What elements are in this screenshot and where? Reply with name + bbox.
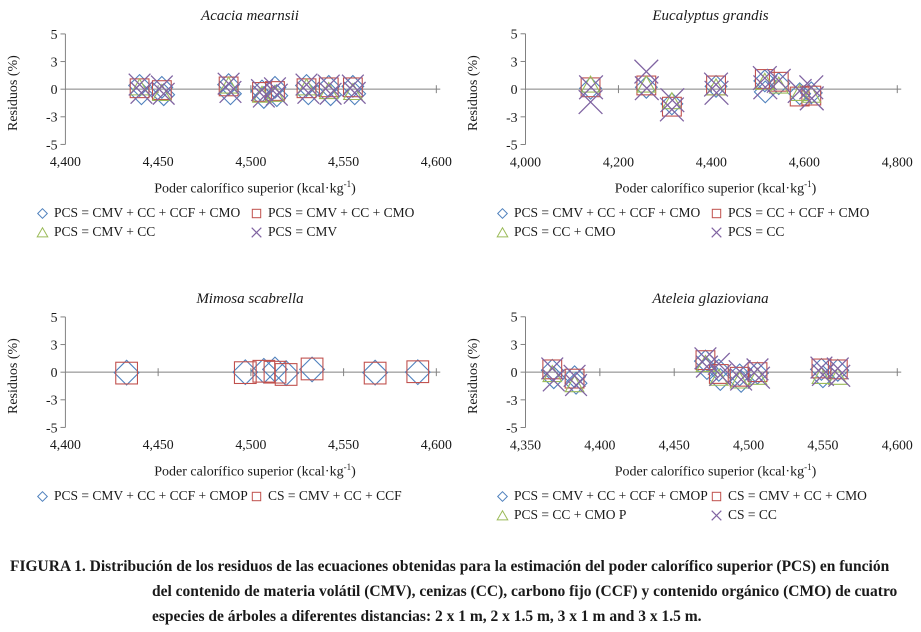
y-tick-label: -3: [46, 109, 58, 125]
legend: [36, 488, 460, 504]
scatter-plot: [22, 310, 460, 460]
diamond-marker-icon: [36, 207, 49, 220]
legend-item: [36, 488, 250, 504]
x-axis-title: [50, 462, 460, 482]
panel-ateleia-glazioviana: [460, 283, 921, 545]
x-marker: [296, 74, 318, 96]
chart-area: [0, 310, 460, 460]
square-marker: [116, 362, 138, 384]
legend-label: PCS = CMV + CC + CCF + CMO: [514, 205, 701, 220]
x-marker: [541, 358, 563, 380]
y-axis-title: Residuos (%): [466, 338, 481, 414]
legend: [36, 205, 460, 240]
chart-title: Acacia mearnsii: [201, 8, 299, 24]
x-marker: [712, 510, 722, 520]
x-tick-label: 4,450: [142, 437, 174, 453]
legend-label: PCS = CMV: [268, 224, 338, 239]
y-tick-label: -3: [46, 392, 58, 408]
legend-label: CS = CMV + CC + CMO: [728, 488, 867, 503]
x-tick-label: 4,350: [509, 437, 542, 453]
x-axis-title-text: Poder calorífico superior (kcal·kg: [614, 181, 805, 197]
y-tick-label: -3: [506, 392, 518, 408]
x-axis-title-sup: -1: [804, 462, 812, 472]
square-marker: [712, 492, 720, 500]
triangle-marker: [497, 227, 508, 236]
chart-title: Ateleia glazioviana: [652, 291, 769, 307]
y-tick-label: 0: [50, 82, 58, 98]
legend-item: [36, 224, 250, 240]
square-marker-icon: [250, 207, 263, 220]
legend-item: [250, 488, 460, 504]
x-tick-label: 4,500: [733, 437, 765, 453]
diamond-marker: [38, 208, 48, 218]
square-marker: [252, 492, 260, 500]
x-marker: [252, 227, 262, 237]
legend-item: [250, 205, 460, 221]
y-tick-label: 0: [510, 365, 518, 381]
triangle-marker-icon: [496, 509, 509, 522]
legend-item: [710, 507, 921, 523]
x-axis-title-text: Poder calorífico superior (kcal·kg: [614, 464, 805, 480]
diamond-marker-icon: [496, 490, 509, 503]
panel-acacia-mearnsii: [0, 0, 460, 283]
y-axis-title: Residuos (%): [6, 55, 21, 131]
x-tick-label: 4,550: [328, 154, 360, 170]
x-axis-title-close: ): [351, 464, 356, 480]
square-marker-icon: [710, 490, 723, 503]
x-tick-label: 4,500: [235, 437, 267, 453]
x-axis-title-close: ): [811, 464, 817, 480]
diamond-marker: [498, 208, 508, 218]
y-tick-label: 0: [50, 365, 58, 381]
legend-label: PCS = CC + CCF + CMO: [728, 205, 870, 220]
scatter-plot: [22, 27, 460, 177]
x-axis: [50, 85, 452, 169]
x-axis-title: [510, 462, 921, 482]
x-tick-label: 4,400: [584, 437, 616, 453]
x-marker-icon: [710, 509, 723, 522]
x-marker: [151, 76, 173, 98]
legend-item: [710, 205, 921, 221]
y-tick-label: 5: [50, 27, 58, 42]
y-tick-label: 5: [510, 310, 518, 325]
x-tick-label: 4,400: [49, 437, 81, 453]
y-tick-label: 0: [510, 82, 518, 98]
square-marker-icon: [250, 490, 263, 503]
chart-area: [460, 310, 921, 460]
y-tick-label: 3: [50, 54, 58, 70]
caption-text: Distribución de los residuos de las ecuaciones obtenidas para la estimación del poder calorífico superior (PCS) en función del contenido de materia volátil (CMV), cenizas (CC), carbono fijo (CCF) y contenido orgánico (CMO) de cuatro especies de árboles a diferentes distancias: 2 x 1 m, 2 x 1.5 m, 3 x 1 m and 3 x 1.5 m.: [89, 558, 898, 625]
x-tick-label: 4,600: [881, 437, 913, 453]
triangle-marker-icon: [496, 226, 509, 239]
square-marker: [364, 362, 386, 384]
y-axis: [46, 310, 65, 435]
x-marker: [129, 74, 151, 96]
triangle-marker-icon: [36, 226, 49, 239]
figure-caption: [10, 555, 907, 629]
square-marker: [712, 209, 720, 217]
scatter-plot: [482, 310, 921, 460]
legend-label: PCS = CC + CMO P: [514, 507, 627, 522]
x-tick-label: 4,450: [658, 437, 690, 453]
x-tick-label: 4,550: [328, 437, 360, 453]
legend: [496, 205, 921, 240]
diamond-marker-icon: [36, 490, 49, 503]
y-axis-title: Residuos (%): [466, 55, 481, 131]
panel-eucalyptus-grandis: [460, 0, 921, 283]
x-tick-label: 4,800: [881, 154, 913, 170]
legend-item: [250, 224, 460, 240]
x-marker: [579, 90, 603, 114]
x-axis-title-text: Poder calorífico superior (kcal·kg: [154, 181, 344, 197]
x-tick-label: 4,450: [142, 154, 174, 170]
y-tick-label: 3: [50, 337, 58, 353]
legend-item: [710, 488, 921, 504]
x-tick-label: 4,400: [695, 154, 727, 170]
x-axis-title-sup: -1: [804, 179, 812, 189]
legend-item: [496, 488, 710, 504]
x-tick-label: 4,500: [235, 154, 267, 170]
diamond-marker: [38, 491, 48, 501]
legend-label: PCS = CMV + CC + CCF + CMOP: [514, 488, 708, 503]
series-diamond: [129, 74, 366, 109]
scatter-plot: [482, 27, 921, 177]
x-axis-title-close: ): [351, 181, 356, 197]
legend-item: [36, 205, 250, 221]
legend-label: CS = CMV + CC + CCF: [268, 488, 402, 503]
y-tick-label: -5: [46, 137, 58, 153]
legend-label: PCS = CMV + CC + CCF + CMO: [54, 205, 241, 220]
y-axis: [506, 310, 525, 435]
x-axis-title-sup: -1: [343, 179, 352, 189]
x-tick-label: 4,200: [602, 154, 635, 170]
x-tick-label: 4,600: [420, 437, 452, 453]
legend: [496, 488, 921, 523]
legend-label: PCS = CC: [728, 224, 785, 239]
y-tick-label: -5: [46, 420, 58, 436]
x-tick-label: 4,000: [509, 154, 542, 170]
legend-label: PCS = CMV + CC: [54, 224, 156, 239]
x-marker: [635, 76, 659, 100]
legend-item: [496, 507, 710, 523]
chart-title: Mimosa scabrella: [196, 291, 304, 307]
legend-label: CS = CC: [728, 507, 777, 522]
x-tick-label: 4,550: [807, 437, 839, 453]
y-tick-label: 5: [50, 310, 58, 325]
y-tick-label: 5: [510, 27, 518, 42]
x-marker: [800, 87, 824, 111]
legend-label: PCS = CMV + CC + CCF + CMOP: [54, 488, 248, 503]
triangle-marker: [497, 510, 508, 519]
x-tick-label: 4,400: [49, 154, 81, 170]
x-axis-title-text: Poder calorífico superior (kcal·kg: [154, 464, 344, 480]
diamond-marker: [498, 491, 508, 501]
y-axis: [506, 27, 525, 152]
x-marker-icon: [710, 226, 723, 239]
y-tick-label: 3: [510, 54, 518, 70]
x-marker-icon: [250, 226, 263, 239]
y-tick-label: -3: [506, 109, 518, 125]
square-marker: [252, 209, 260, 217]
x-marker: [579, 75, 603, 99]
diamond-marker: [661, 93, 683, 115]
diamond-marker: [300, 357, 325, 382]
triangle-marker: [37, 227, 48, 236]
diamond-marker-icon: [496, 207, 509, 220]
y-tick-label: 3: [510, 337, 518, 353]
legend-label: PCS = CMV + CC + CMO: [268, 205, 415, 220]
y-tick-label: -5: [506, 137, 518, 153]
y-axis: [46, 27, 65, 152]
x-axis-title: [510, 179, 921, 199]
legend-item: [710, 224, 921, 240]
x-marker: [712, 227, 722, 237]
x-axis-title-sup: -1: [343, 462, 352, 472]
y-tick-label: -5: [506, 420, 518, 436]
x-axis-title: [50, 179, 460, 199]
legend-item: [496, 224, 710, 240]
y-axis-title: Residuos (%): [6, 338, 21, 414]
legend-label: PCS = CC + CMO: [514, 224, 616, 239]
x-axis: [50, 368, 452, 452]
caption-label: FIGURA 1.: [10, 558, 86, 575]
square-marker: [301, 358, 323, 380]
panel-mimosa-scabrella: [0, 283, 460, 545]
series-diamond: [580, 70, 822, 115]
legend-item: [496, 205, 710, 221]
x-tick-label: 4,600: [788, 154, 820, 170]
chart-area: [0, 27, 460, 177]
x-tick-label: 4,600: [420, 154, 452, 170]
square-marker-icon: [710, 207, 723, 220]
chart-title: Eucalyptus grandis: [652, 8, 769, 24]
chart-area: [460, 27, 921, 177]
x-axis-title-close: ): [811, 181, 817, 197]
